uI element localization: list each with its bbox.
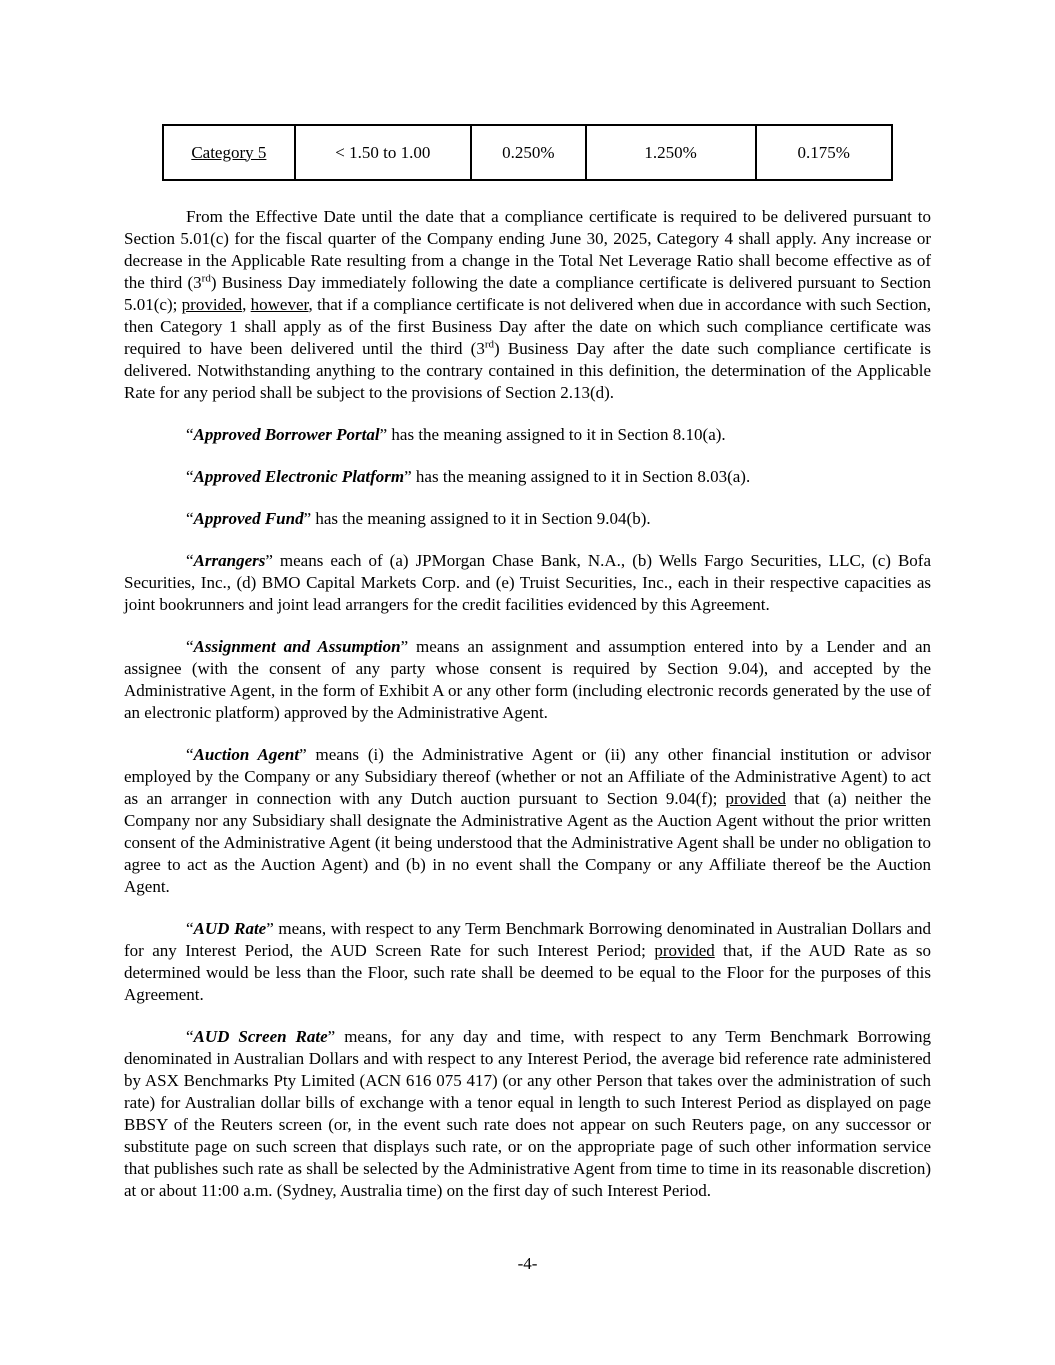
table-row [163, 125, 892, 180]
defined-term: Approved Fund [193, 509, 304, 528]
definition-approved-fund: “Approved Fund” has the meaning assigned to it in Section 9.04(b). [186, 509, 651, 528]
table-cell-ratio: < 1.50 to 1.00 [295, 125, 471, 180]
table-cell-category: Category 5 [163, 125, 295, 180]
defined-term: AUD Rate [193, 919, 267, 938]
applicable-rate-paragraph: From the Effective Date until the date that a compliance certificate is required to be delivered pursuant to Section 5.01(c) for the fiscal quarter of the Company ending June 30, 2025, Category 4 shall apply. Any increase or decrease in the Applicable Rate resulting from a change in the Total Net Leverage Ratio shall become effective as of the third (3rd) Business Day immediately following the date a compliance certificate is delivered pursuant to Section 5.01(c); provided, however, that if a compliance certificate is not delivered when due in accordance with such Section, then Category 1 shall apply as of the first Business Day after the date on which such compliance certificate was required to have been delivered until the third (3rd) Business Day after the date such compliance certificate is delivered. Notwithstanding anything to the contrary contained in this definition, the determination of the Applicable Rate for any period shall be subject to the provisions of Section 2.13(d). [124, 207, 932, 402]
definition-assignment-and-assumption: “Assignment and Assumption” means an assignment and assumption entered into by a Lender and an assignee (with the consent of any party whose consent is required by Section 9.04), and accepted by the Administrative Agent, in the form of Exhibit A or any other form (including electronic records generated by the use of an electronic platform) approved by the Administrative Agent. [124, 637, 931, 722]
defined-term: Assignment and Assumption [193, 637, 401, 656]
definition-auction-agent: “Auction Agent” means (i) the Administrative Agent or (ii) any other financial institution or advisor employed by the Company or any Subsidiary thereof (whether or not an Affiliate of the Administrative Agent) to act as an arranger in connection with any Dutch auction pursuant to Section 9.04(f); provided that (a) neither the Company nor any Subsidiary shall designate the Administrative Agent as the Auction Agent without the prior written consent of the Administrative Agent (it being understood that the Administrative Agent shall be under no obligation to agree to act as the Auction Agent) and (b) in no event shall the Company or any Affiliate thereof be the Auction Agent. [124, 745, 932, 896]
definition-aud-screen-rate: “AUD Screen Rate” means, for any day and time, with respect to any Term Benchmark Borrowing denominated in Australian Dollars and with respect to any Interest Period, the average bid reference rate administered by ASX Benchmarks Pty Limited (ACN 616 075 417) (or any other Person that takes over the administration of such rate) for Australian dollar bills of exchange with a tenor equal in length to such Interest Period as displayed on page BBSY of the Reuters screen (or, in the event such rate does not appear on such Reuters page, on any successor or substitute page on such screen that displays such rate, or on the appropriate page of such other information service that publishes such rate as shall be selected by the Administrative Agent from time to time in its reasonable discretion) at or about 11:00 a.m. (Sydney, Australia time) on the first day of such Interest Period. [124, 1027, 931, 1200]
table-cell-rate-1: 0.250% [471, 125, 586, 180]
defined-term: AUD Screen Rate [193, 1027, 328, 1046]
defined-term: Approved Electronic Platform [193, 467, 405, 486]
table-cell-rate-3: 0.175% [756, 125, 892, 180]
document-page [124, 124, 931, 1202]
applicable-rate-table [162, 124, 893, 181]
table-cell-rate-2: 1.250% [586, 125, 756, 180]
definition-arrangers: “Arrangers” means each of (a) JPMorgan Chase Bank, N.A., (b) Wells Fargo Securities, LLC, (c) Bofa Securities, Inc., (d) BMO Capital Markets Corp. and (e) Truist Securities, Inc., each in their respective capacities as joint bookrunners and joint lead arrangers for the credit facilities evidenced by this Agreement. [124, 551, 931, 614]
definition-approved-electronic-platform: “Approved Electronic Platform” has the meaning assigned to it in Section 8.03(a). [186, 467, 751, 486]
definition-aud-rate: “AUD Rate” means, with respect to any Term Benchmark Borrowing denominated in Australian Dollars and for any Interest Period, the AUD Screen Rate for such Interest Period; provided that, if the AUD Rate as so determined would be less than the Floor, such rate shall be deemed to be equal to the Floor for the purposes of this Agreement. [124, 919, 932, 1004]
definition-approved-borrower-portal: “Approved Borrower Portal” has the meaning assigned to it in Section 8.10(a). [186, 425, 726, 444]
defined-term: Arrangers [193, 551, 266, 570]
defined-term: Auction Agent [193, 745, 300, 764]
page-number: -4- [517, 1254, 538, 1273]
defined-term: Approved Borrower Portal [193, 425, 380, 444]
